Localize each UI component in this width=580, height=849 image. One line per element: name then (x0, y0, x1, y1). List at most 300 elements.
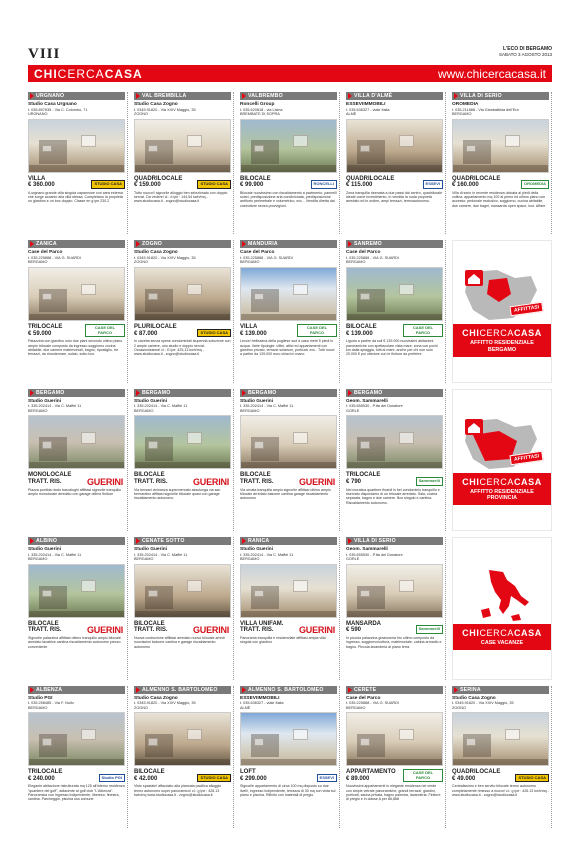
zone-name: ALMENNO S. BARTOLOMEO (142, 686, 218, 693)
agency-logo: GUERINI (193, 625, 230, 636)
zone-name: ALBINO (36, 538, 58, 545)
affittasi-sign: AFFITTASI (509, 451, 543, 466)
zone-name: CERETE (354, 686, 377, 693)
listing-card[interactable] (28, 389, 128, 531)
property-price: € 139.000 (240, 330, 267, 337)
agency-logo: RONCELLI (311, 180, 337, 189)
agency-contact: t. 335.202414 - Via C. Maffei 11 (28, 404, 82, 409)
property-type: BILOCALE TRATT. RIS. (240, 472, 274, 486)
promo-box[interactable] (452, 537, 552, 679)
listing-summary (28, 176, 125, 189)
arrow-icon (30, 93, 34, 99)
agency-name: ESSEVIIMMOBILI (240, 695, 280, 701)
page-number: VIII (28, 46, 61, 62)
property-photo[interactable] (346, 415, 443, 469)
property-type: QUADRILOCALE (452, 175, 501, 182)
brand-part-chi: CHI (462, 628, 480, 639)
agency-name: Studio Guerini (28, 398, 62, 404)
agency-city: BREMBATE DI SOPRA (240, 112, 280, 117)
agency-city: BERGAMO (28, 260, 48, 265)
agency-logo: GUERINI (193, 477, 230, 488)
agency-contact: t. 335.202414 - Via C. Maffei 11 (240, 552, 294, 557)
property-price: € 49.000 (452, 775, 476, 782)
property-photo[interactable] (346, 119, 443, 173)
property-description: Piazza pontida ricolo barcaloghi affittasi signorile tranquillo ampio monolocale arredato con garage ottime finiture (28, 487, 122, 496)
property-photo[interactable] (134, 267, 231, 321)
agency-name: Studio Guerini (240, 547, 274, 553)
property-photo[interactable] (240, 119, 337, 173)
agency-logo: STUDIO CASA (91, 180, 125, 189)
arrow-icon (348, 93, 352, 99)
property-photo[interactable] (28, 564, 125, 618)
zone-bar (28, 686, 125, 694)
zone-bar (134, 92, 231, 100)
property-description: In cavetta senza spese condominiali stupenda soluzione con 2 ampie camere, uno studio e doppio servizi. Occasionissima! cl.: G ipe: 425,13 kwh/mq - www.studiocasa.it - zogno@studiocasa.it (134, 339, 231, 357)
agency-contact: t. 035.211888 - Via Gianbattista dell'Era (452, 107, 519, 112)
listing-summary (346, 769, 443, 782)
property-description: Bilocale nuovissimo con riscaldamento a pavimento, pannelli solari, predisposizione aria condizionata, predisposizione antifurto perimetrale e volumetrico, ecc... Vendita diretta dal costruttore senza provvigioni. (240, 190, 337, 208)
arrow-icon (30, 241, 34, 247)
property-type: TRILOCALE (28, 769, 63, 776)
property-photo[interactable] (134, 564, 231, 618)
agency-contact: t. 035.897635 - Via C. Colombo, 71 (28, 107, 88, 112)
listing-summary (240, 769, 337, 782)
promo-label: CASE VACANZE (453, 639, 551, 650)
agency-name: Geom. Sammarelli (346, 398, 388, 404)
zone-bar (346, 92, 443, 100)
agency-contact: t. 335.202414 - Via C. Maffei 11 (28, 552, 82, 557)
listing-summary (28, 472, 125, 488)
property-description: Villa di serio in recente residenza ubicata ai piedi della collina, appartamento mq 100 al primo ed ultimo piano con accesso: pedonale esclusivo, soggiorno, cucina abitabile, due camere, due bagni, mansarda open space, box. Affare (452, 190, 546, 208)
arrow-icon (242, 390, 246, 396)
listing-card[interactable] (134, 686, 234, 828)
zone-bar (134, 389, 231, 397)
arrow-icon (30, 538, 34, 544)
brand-part-cerca: CERCA (479, 628, 514, 639)
property-photo[interactable] (28, 267, 125, 321)
brand-part-cerca: CERCA (57, 66, 105, 81)
property-price: € 139.000 (346, 330, 373, 337)
arrow-icon (348, 241, 352, 247)
agency-city: BERGAMO (346, 705, 366, 710)
arrow-icon (348, 538, 352, 544)
agency-city: BERGAMO (28, 557, 48, 562)
listing-card[interactable] (452, 92, 552, 234)
agency-name: Studio Casa Zogno (134, 695, 178, 701)
agency-name: Case del Parco (28, 250, 63, 256)
zone-name: ALMENNO S. BARTOLOMEO (248, 686, 324, 693)
agency-logo: ESSEVI (423, 180, 443, 189)
publication-info (499, 46, 552, 58)
brand-part-casa: CASA (104, 66, 143, 81)
publication-date: SABATO 3 AGOSTO 2013 (498, 52, 552, 57)
brand-part-cerca: CERCA (479, 328, 514, 339)
listing-card[interactable] (134, 537, 234, 679)
zone-name: VALBREMBO (248, 93, 283, 99)
map-graphic (459, 266, 545, 324)
zone-name: VILLA DI SERIO (354, 538, 396, 545)
zone-bar (240, 537, 337, 545)
agency-contact: t. 335.202414 - Via C. Maffei 11 (134, 404, 188, 409)
agency-logo: CASE DEL PARCO (297, 324, 337, 337)
property-type: VILLA (28, 175, 46, 182)
property-price: € 87.000 (134, 330, 158, 337)
zone-bar (28, 92, 125, 100)
listing-card[interactable] (134, 240, 234, 382)
property-photo[interactable] (346, 712, 443, 766)
zone-bar (452, 92, 549, 100)
property-description: Via ornata tranquilla ampio signorile affittasi ultimo ampio bilocale arredato balcone cantina garage riscaldamento autonomo (240, 487, 331, 501)
agency-name: Studio Guerini (134, 547, 168, 553)
listing-summary (452, 176, 549, 189)
listing-card[interactable] (28, 686, 128, 828)
property-photo[interactable] (134, 712, 231, 766)
listing-summary (134, 324, 231, 337)
property-description: Signorile palazzina affittasi ottimo tranquillo ampio bilocale arredato lavatrice cantina riscaldamento autonomo prezzo conveniente (28, 636, 121, 649)
agency-name: Studio Casa Zogno (134, 250, 178, 256)
listing-summary (28, 621, 125, 634)
agency-city: ZOGNO (134, 112, 148, 117)
agency-city: ZOGNO (134, 260, 148, 265)
zone-name: VILLA D'ALMÈ (354, 93, 393, 99)
brand-part-chi: CHI (462, 328, 480, 339)
property-description: Signorile appartamento di circa 100 mq disposto su due livelli, ingresso indipendente, terrazza di 30 mq con vista sul piano e piscina. Rifinito con materiali di pregio. (240, 784, 336, 798)
listing-summary (240, 176, 337, 189)
agency-logo: STUDIO CASA (515, 774, 549, 783)
zone-bar (28, 537, 125, 545)
promo-label: AFFITTO RESIDENZIALE PROVINCIA (453, 488, 551, 505)
property-type: APPARTAMENTO (346, 769, 396, 776)
agency-contact: t. 0345.91820 - Via XXIV Maggio, 35 (134, 701, 196, 706)
agency-contact: t. 035.225888 - VIA G. SUARDI (240, 255, 293, 260)
property-price: € 240.000 (28, 775, 55, 782)
agency-name: Studio Guerini (240, 398, 274, 404)
promo-panel[interactable] (452, 389, 552, 531)
arrow-icon (136, 538, 140, 544)
property-photo[interactable] (240, 415, 337, 469)
property-price: € 159.000 (134, 182, 161, 189)
property-type: BILOCALE (346, 324, 377, 331)
promo-brand (453, 473, 551, 488)
zone-name: URGNANO (36, 93, 65, 99)
agency-name: Case del Parco (346, 695, 381, 701)
zone-bar (134, 240, 231, 248)
promo-box[interactable] (452, 389, 552, 531)
agency-contact: t. 335.202414 - Via C. Maffei 11 (240, 404, 294, 409)
zone-name: BERGAMO (248, 389, 277, 396)
agency-city: BERGAMO (346, 260, 366, 265)
agency-name: Geom. Sammarelli (346, 547, 388, 553)
property-price: € 89.000 (346, 775, 370, 782)
property-photo[interactable] (134, 119, 231, 173)
listing-card[interactable] (134, 92, 234, 234)
listing-card[interactable] (28, 240, 128, 382)
agency-name: OROMEDIA (452, 102, 479, 107)
arrow-icon (242, 93, 246, 99)
zone-bar (134, 537, 231, 545)
zone-bar (346, 389, 443, 397)
property-photo[interactable] (28, 415, 125, 469)
property-type: BILOCALE TRATT. RIS. (134, 472, 168, 486)
agency-logo: Studio PGI (99, 774, 125, 783)
agency-name: Studio Guerini (134, 398, 168, 404)
listing-summary (134, 176, 231, 189)
property-type: PLURILOCALE (134, 324, 177, 331)
brand-part-chi: CHI (462, 476, 480, 487)
site-url[interactable]: www.chicercacasa.it (437, 66, 546, 81)
agency-logo: STUDIO CASA (197, 329, 231, 338)
listing-card[interactable] (346, 92, 446, 234)
agency-logo: STUDIO CASA (197, 180, 231, 189)
property-photo[interactable] (346, 564, 443, 618)
zone-name: BERGAMO (142, 389, 171, 396)
listing-card[interactable] (240, 92, 340, 234)
agency-contact: t. 0345.91820 - Via XXIV Maggio, 35 (452, 701, 514, 706)
property-description: Panorama tranquilla e residenziale affittasi ampia villa singola con giardino (240, 636, 326, 645)
arrow-icon (136, 687, 140, 693)
promo-box[interactable] (452, 240, 552, 382)
arrow-icon (30, 390, 34, 396)
property-description: Lecce/ bellissima della pugliese sud a casa metri 5 piedi in acqua. Varie tipologie: villini, attici ed appartamenti con giardino privato, terrazzi solarium, porticati, ecc.. Tutti nuovi a partire da 139.000 euro chiavi in mano (240, 339, 335, 357)
property-price: € 160.000 (452, 182, 479, 189)
zone-name: VAL BREMBILLA (142, 93, 187, 99)
listing-card[interactable] (134, 389, 234, 531)
property-description: Palazzina con giardino solo due piani secondo ultimo piano ampio trilocale composto da ingresso soggiorno cucina abitabile, due camere matrimoniali, bagno, ripostiglio, tre terrazzi, da rimodernare, solaio, sotto box. (28, 339, 123, 357)
listing-summary (346, 324, 443, 337)
arrow-icon (348, 687, 352, 693)
listing-card[interactable] (240, 537, 340, 679)
agency-city: BERGAMO (28, 705, 48, 710)
map-graphic (459, 415, 545, 473)
property-price: € 59.000 (28, 330, 52, 337)
property-type: LOFT (240, 769, 256, 776)
property-type: TRILOCALE (28, 324, 63, 331)
listing-summary (240, 472, 337, 488)
property-description: Nuovissimi appartamenti in elegante residenza nel verde con ampie vetrate panoramiche, grandi terrazzi, giardini, porticati, sauna privata, bagno palestra, lavanderia. Finiture di pregio e in classe A per 86,868 (346, 784, 441, 802)
property-photo[interactable] (346, 267, 443, 321)
agency-name: Case del Parco (346, 250, 381, 256)
brand-part-casa: CASA (513, 476, 542, 487)
arrow-icon (242, 687, 246, 693)
arrow-icon (30, 687, 34, 693)
property-photo[interactable] (240, 712, 337, 766)
property-description: Elegante abitazione ristrutturata mq 125 all'interno residenza "quartiere del golf", adiacente al golf club "L'Albenza". Panoramica con ingresso indipendente, libereso, finestra, cantina. Parcheggio, piscina uso comune (28, 784, 125, 802)
property-price: € 299.000 (240, 775, 267, 782)
agency-logo: ESSEVI (317, 774, 337, 783)
listing-card[interactable] (240, 686, 340, 828)
arrow-icon (242, 241, 246, 247)
agency-logo: CASE DEL PARCO (85, 324, 125, 337)
arrow-icon (136, 93, 140, 99)
arrow-icon (454, 687, 458, 693)
property-type: BILOCALE TRATT. RIS. (28, 620, 62, 634)
listing-card[interactable] (28, 92, 128, 234)
agency-city: BERGAMO (240, 408, 260, 413)
listing-summary (134, 769, 231, 782)
arrow-icon (136, 241, 140, 247)
zone-name: BERGAMO (36, 389, 65, 396)
listing-summary (134, 472, 231, 488)
listing-summary (134, 621, 231, 634)
property-price: € 99.900 (240, 182, 264, 189)
agency-city: ZOGNO (452, 705, 466, 710)
brand-part-casa: CASA (513, 628, 542, 639)
agency-name: Studio Casa Zogno (452, 695, 496, 701)
agency-logo: Sammarelli (416, 625, 443, 634)
property-description: Liguria a partire da soli € 139.000 nuovissimi abitazioni panoramiche con spettacolare vista mare, zona con pochi km dalla spiaggia, tutti al mare, anche per chi non solo 20.000 € poi ulteriore con le finiture da preferire. (346, 339, 438, 357)
listing-summary (28, 769, 125, 782)
zone-name: MANDURIA (248, 241, 278, 248)
property-type: BILOCALE (134, 769, 165, 776)
zone-bar (240, 240, 337, 248)
property-description: Nel moratica quartiere finardi in bel condominio tranquillo e riservato disponiamo di un trilocale arredato. Sala, cucina separata, bagno e due camere. Box singolo e cantina. Riscaldamento autonomo. (346, 487, 440, 505)
agency-name: Studio Guerini (28, 547, 62, 553)
zone-name: VILLA DI SERIO (460, 93, 502, 99)
agency-city: GORLE (346, 557, 360, 562)
agency-city: ALMÈ (346, 112, 357, 117)
listing-card[interactable] (28, 537, 128, 679)
property-description: Nuova costruzione affittasi arredato nuovo bilocale arredi nuovissimi balcone cantina e garage riscaldamento autonomo (134, 636, 225, 649)
section-banner (28, 65, 552, 82)
property-photo[interactable] (28, 119, 125, 173)
agency-name: Studio Casa Urgnano (28, 102, 77, 107)
zone-bar (240, 389, 337, 397)
property-type: QUADRILOCALE (452, 769, 501, 776)
property-photo[interactable] (452, 712, 549, 766)
zone-bar (452, 686, 549, 694)
agency-name: Roncelli Group (240, 102, 275, 107)
agency-contact: t. 035.225888 - VIA G. SUARDI (346, 701, 399, 706)
property-price: € 360.000 (28, 182, 55, 189)
listing-summary (346, 176, 443, 189)
property-type: BILOCALE TRATT. RIS. (134, 620, 168, 634)
zone-name: SANREMO (354, 241, 382, 248)
listing-card[interactable] (346, 389, 446, 531)
listing-card[interactable] (452, 686, 552, 828)
agency-contact: t. 035.636327 - viale Italia (240, 701, 284, 706)
agency-logo: GUERINI (87, 625, 124, 636)
listing-card[interactable] (346, 240, 446, 382)
property-price: € 115.000 (346, 182, 373, 189)
agency-city: BERGAMO (134, 557, 154, 562)
arrow-icon (454, 93, 458, 99)
property-type: QUADRILOCALE (134, 175, 183, 182)
promo-panel[interactable] (452, 240, 552, 382)
agency-logo: CASE DEL PARCO (403, 769, 443, 782)
arrow-icon (348, 390, 352, 396)
property-photo[interactable] (134, 415, 231, 469)
property-price: € 42.000 (134, 775, 158, 782)
agency-contact: t. 035.655530 - P.tta del Donatore (346, 552, 403, 557)
listing-summary (240, 324, 337, 337)
arrow-icon (242, 538, 246, 544)
listing-card[interactable] (240, 240, 340, 382)
property-photo[interactable] (240, 267, 337, 321)
promo-panel[interactable] (452, 537, 552, 679)
agency-city: BERGAMO (240, 557, 260, 562)
listing-summary (346, 621, 443, 634)
property-description: Tutto nuovo!! signorile alloggio ben selezionato con doppio servizi. Da vedere! cl.: d ipe : 144,54 kwh/mq - www.studiocasa.it - zogno@studiocasa.it (134, 190, 228, 204)
zone-name: ALBENZA (36, 686, 63, 693)
property-description: A urgnano grande villa singola capannone con area esterna che sorge accanto alla villa stessa. Completano la proprietà un giardino e un box doppio. Classe en g ipe 230.2 (28, 190, 123, 204)
agency-city: BERGAMO (240, 260, 260, 265)
agency-logo: GUERINI (299, 625, 336, 636)
listings-grid (28, 92, 552, 828)
zone-name: SERINA (460, 686, 481, 693)
brand-part-casa: CASA (513, 328, 542, 339)
zone-bar (346, 537, 443, 545)
property-type: QUADRILOCALE (346, 175, 395, 182)
listing-summary (28, 324, 125, 337)
property-description: Visto spaziale! affacciato alla piancata pacifica alloggio termo autonomo super panoramico! cl.: g ipe : 426.13 kwh/mq www.studiocasa.it - zogno@studiocasa.it (134, 784, 222, 798)
listing-card[interactable] (240, 389, 340, 531)
listing-summary (240, 621, 337, 634)
newspaper-name: L'ECO DI BERGAMO (503, 46, 552, 52)
agency-city: ALMÈ (240, 705, 251, 710)
property-type: TRILOCALE € 790 (346, 472, 381, 486)
listing-card[interactable] (346, 686, 446, 828)
property-type: VILLA UNIFAM. TRATT. RIS. (240, 620, 284, 634)
zone-bar (346, 240, 443, 248)
agency-contact: t. 035.636327 - viale Italia (346, 107, 390, 112)
agency-contact: t. 035.258485 - Via F. Nullo (28, 701, 74, 706)
agency-name: Studio Casa Zogno (134, 102, 178, 107)
property-description: Zona tranquilla riservata a due passi dal centro, quadrilocale ideale come investimento, in vendita la nuda proprietà arredato ed in ordine, ampi terrazzi, termoautonomo. (346, 190, 443, 204)
agency-contact: t. 035.225888 - VIA G. SUARDI (28, 255, 81, 260)
property-type: BILOCALE (240, 175, 271, 182)
agency-city: BERGAMO (452, 112, 472, 117)
agency-contact: t. 035.655530 - P.tta del Donatore (346, 404, 403, 409)
zone-bar (240, 92, 337, 100)
property-photo[interactable] (452, 119, 549, 173)
agency-name: ESSEVIIMMOBILI (346, 102, 386, 107)
brand-part-cerca: CERCA (479, 476, 514, 487)
agency-city: BERGAMO (28, 408, 48, 413)
agency-logo: STUDIO CASA (197, 774, 231, 783)
zone-bar (28, 389, 125, 397)
brand-logo (34, 67, 143, 81)
property-photo[interactable] (28, 712, 125, 766)
zone-bar (28, 240, 125, 248)
property-type: MONOLOCALE TRATT. RIS. (28, 472, 72, 486)
agency-contact: t. 035.620818 - via Lisina (240, 107, 283, 112)
property-description: In piccola palazzina grazioseria tiro ultimo composto da ingresso, soggiorno/cottura, matrimoniale, cabina armadio e bagno. Piccola lavanderia al piano terra. (346, 636, 442, 649)
property-photo[interactable] (240, 564, 337, 618)
agency-city: ZOGNO (134, 705, 148, 710)
agency-logo: Sammarelli (416, 477, 443, 486)
agency-logo: CASE DEL PARCO (403, 324, 443, 337)
agency-city: GORLE (346, 408, 360, 413)
zone-name: ZANICA (36, 241, 57, 248)
arrow-icon (136, 390, 140, 396)
promo-brand (453, 324, 551, 339)
agency-logo: GUERINI (87, 477, 124, 488)
zone-name: BERGAMO (354, 389, 383, 396)
zone-bar (240, 686, 337, 694)
property-description: Centralissimo e ben servito trilocale termo autonomo completamente rimesso a nuovo! cl.: g ipe : 426.13 kwh/mq - www.studiocasa.it - zogno@studiocasa.it (452, 784, 549, 798)
zone-name: RANICA (248, 538, 270, 545)
agency-name: Case del Parco (240, 250, 275, 256)
listing-card[interactable] (346, 537, 446, 679)
promo-label: AFFITTO RESIDENZIALE BERGAMO (453, 339, 551, 356)
agency-city: BERGAMO (134, 408, 154, 413)
agency-contact: t. 0345.91820 - Via XXIV Maggio, 35 (134, 107, 196, 112)
agency-contact: t. 035.225888 - VIA G. SUARDI (346, 255, 399, 260)
property-type: VILLA (240, 324, 258, 331)
map-graphic (459, 566, 545, 624)
property-description: Via bersaci vicinanza supermercato assolunga via san bernardino affittasi signorile bilocale quasi con garage riscaldamento autonomo (134, 487, 221, 501)
zone-bar (134, 686, 231, 694)
